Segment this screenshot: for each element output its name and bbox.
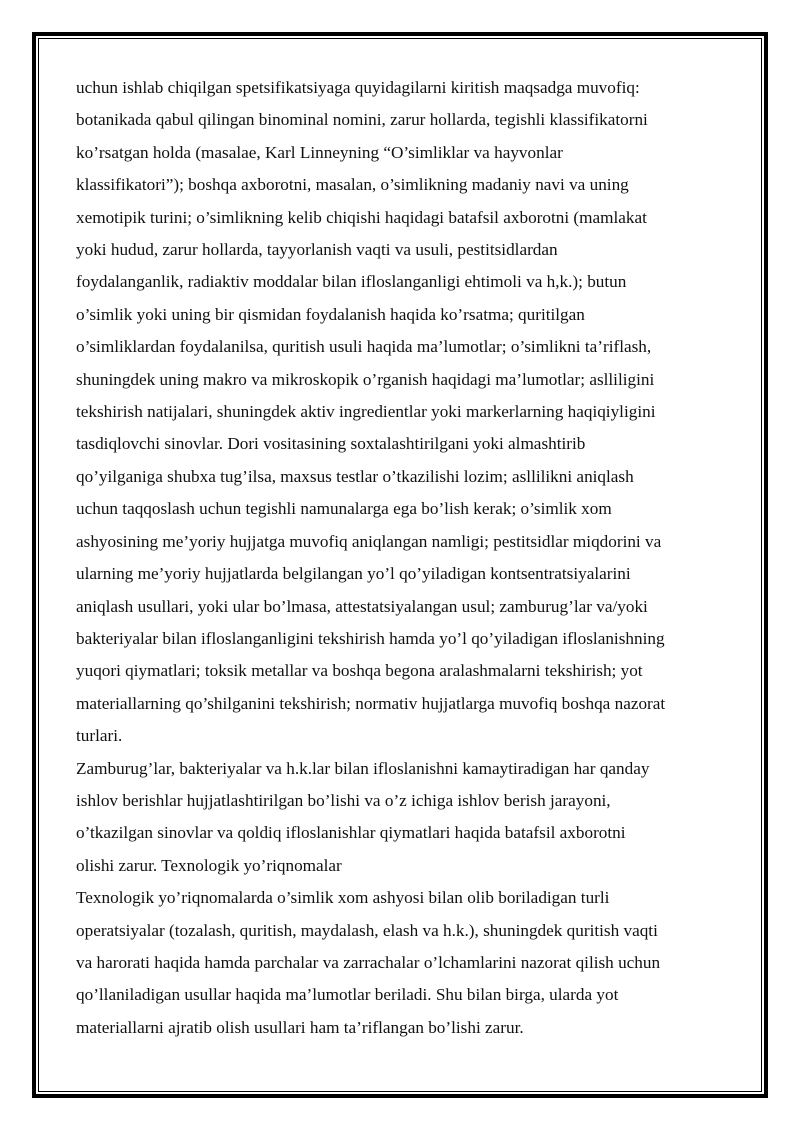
text-line: materiallarni ajratib olish usullari ham ta’riflangan bo’lishi zarur.: [76, 1017, 524, 1037]
text-line: materiallarning qo’shilganini tekshirish; normativ hujjatlarga muvofiq boshqa nazorat: [76, 693, 666, 713]
text-line: klassifikatori”); boshqa axborotni, masalan, o’simlikning madaniy navi va uning: [76, 175, 629, 195]
text-line: uchun ishlab chiqilgan spetsifikatsiyaga quyidagilarni kiritish maqsadga muvofiq:: [76, 78, 640, 97]
text-line: tekshirish natijalari, shuningdek aktiv ingredientlar yoki markerlarning haqiqiyligini: [76, 402, 656, 422]
text-line: va harorati haqida hamda parchalar va zarrachalar o’lchamlarini nazorat qilish uchun: [76, 952, 661, 972]
text-line: aniqlash usullari, yoki ular bo’lmasa, attestatsiyalangan usul; zamburug’lar va/yoki: [76, 596, 648, 616]
text-line: turlari.: [76, 726, 123, 746]
text-line: qo’llaniladigan usullar haqida ma’lumotlar beriladi. Shu bilan birga, ularda yot: [76, 985, 619, 1005]
text-line: ashyosining me’yoriy hujjatga muvofiq aniqlangan namligi; pestitsidlar miqdorini va: [76, 531, 662, 551]
text-line: ko’rsatgan holda (masalae, Karl Linneyning “O’simliklar va hayvonlar: [76, 142, 563, 162]
text-line: shuningdek uning makro va mikroskopik o’rganish haqidagi ma’lumotlar; aslliligini: [76, 369, 655, 389]
text-line: xemotipik turini; o’simlikning kelib chiqishi haqidagi batafsil axborotni (mamlakat: [76, 207, 647, 227]
text-line: bakteriyalar bilan ifloslanganligini tekshirish hamda yo’l qo’yiladigan ifloslanishning: [76, 628, 665, 648]
text-line: olishi zarur. Texnologik yo’riqnomalar: [76, 855, 342, 875]
text-line: yuqori qiymatlari; toksik metallar va boshqa begona aralashmalarni tekshirish; yot: [76, 661, 643, 681]
text-line: ishlov berishlar hujjatlashtirilgan bo’lishi va o’z ichiga ishlov berish jarayoni,: [76, 790, 611, 810]
text-line: operatsiyalar (tozalash, quritish, maydalash, elash va h.k.), shuningdek quritish vaqti: [76, 920, 658, 940]
text-line: Zamburug’lar, bakteriyalar va h.k.lar bilan ifloslanishni kamaytiradigan har qanday: [76, 758, 650, 778]
text-line: qo’yilganiga shubxa tug’ilsa, maxsus testlar o’tkazilishi lozim; asllilikni aniqlash: [76, 466, 634, 486]
text-line: ularning me’yoriy hujjatlarda belgilangan yo’l qo’yiladigan kontsentratsiyalarini: [76, 564, 631, 584]
text-line: uchun taqqoslash uchun tegishli namunalarga ega bo’lish kerak; o’simlik xom: [76, 499, 612, 519]
text-line: tasdiqlovchi sinovlar. Dori vositasining soxtalashtirilgani yoki almashtirib: [76, 434, 586, 454]
paragraph-technological-instructions: [76, 882, 728, 1044]
paragraph-decontamination: [76, 753, 728, 883]
text-line: o’simlik yoki uning bir qismidan foydalanish haqida ko’rsatma; quritilgan: [76, 304, 585, 324]
text-line: foydalanganlik, radiaktiv moddalar bilan ifloslanganligi ehtimoli va h,k.); butun: [76, 272, 627, 292]
text-line: Texnologik yo’riqnomalarda o’simlik xom ashyosi bilan olib boriladigan turli: [76, 888, 610, 908]
document-body: [76, 72, 728, 1044]
text-line: o’tkazilgan sinovlar va qoldiq ifloslanishlar qiymatlari haqida batafsil axborotni: [76, 823, 626, 843]
text-line: o’simliklardan foydalanilsa, quritish usuli haqida ma’lumotlar; o’simlikni ta’riflash,: [76, 337, 652, 357]
text-line: yoki hudud, zarur hollarda, tayyorlanish vaqti va usuli, pestitsidlardan: [76, 240, 558, 260]
text-line: botanikada qabul qilingan binominal nomini, zarur hollarda, tegishli klassifikatorni: [76, 110, 648, 130]
paragraph-specification: [76, 72, 728, 753]
